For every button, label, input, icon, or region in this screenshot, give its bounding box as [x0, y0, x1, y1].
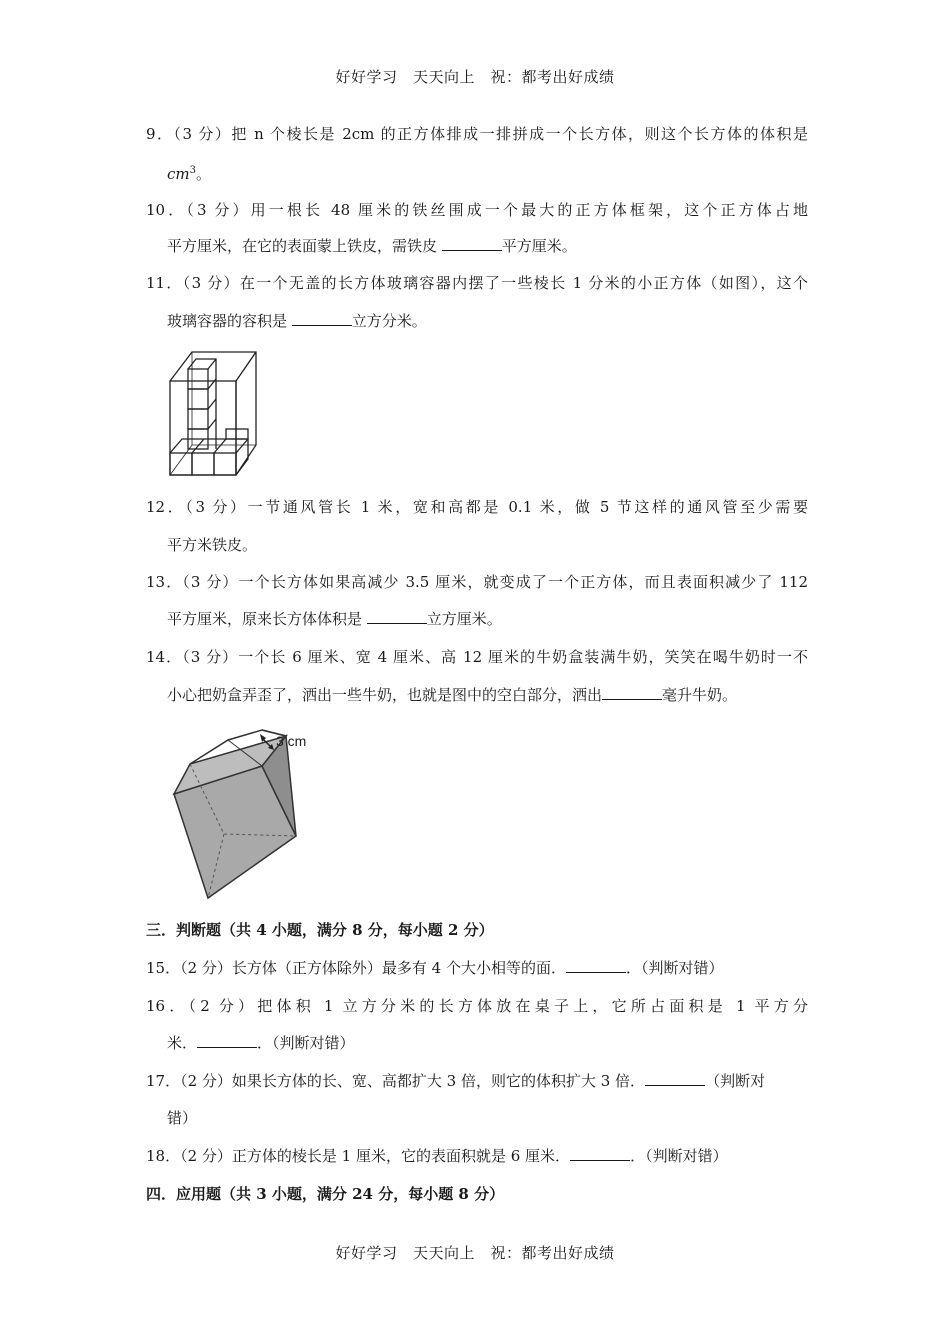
q16-line2: [167, 1033, 807, 1053]
q15: [146, 958, 808, 978]
q14-line2: [167, 685, 807, 705]
page-footer: 好好学习 天天向上 祝：都考出好成绩: [335, 1244, 615, 1262]
answer-blank[interactable]: [197, 1033, 257, 1048]
q11-line2a: 玻璃容器的容积是: [167, 312, 288, 330]
q13-line2b: 立方厘米。: [426, 610, 502, 628]
q9-line1: 9．（3 分）把 n 个棱长是 2cm 的正方体排成一排拼成一个长方体，则这个长方体的体积是: [146, 125, 808, 143]
q10-line2a: 平方厘米，在它的表面蒙上铁皮，需铁皮: [167, 237, 438, 255]
q13-line2: [167, 609, 807, 629]
answer-blank[interactable]: [292, 311, 352, 326]
section-4-title: 四．应用题（共 3 小题，满分 24 分，每小题 8 分）: [146, 1185, 505, 1203]
q9-end: 。: [196, 165, 212, 183]
q13-line1: 13．（3 分）一个长方体如果高减少 3.5 厘米，就变成了一个正方体，而且表面积减少了 112: [146, 573, 808, 591]
q9-line2: [167, 161, 807, 184]
q11-line2b: 立方分米。: [351, 312, 427, 330]
q12-line2: 平方米铁皮。: [167, 536, 258, 554]
q9-sup: 3: [189, 165, 196, 176]
q17-line2: 错）: [167, 1109, 198, 1127]
q16-line2b: ．（判断对错）: [257, 1034, 355, 1052]
q17-line1: [146, 1071, 808, 1091]
milk-carton-figure: [168, 726, 318, 902]
q18-text: 18．（2 分）正方体的棱长是 1 厘米，它的表面积就是 6 厘米．: [146, 1147, 571, 1165]
glass-container-figure: [166, 349, 260, 477]
q17-line1a: 17．（2 分）如果长方体的长、宽、高都扩大 3 倍，则它的体积扩大 3 倍．: [146, 1072, 646, 1090]
q16-line1: 16．（2 分）把体积 1 立方分米的长方体放在桌子上，它所占面积是 1 平方分: [146, 997, 808, 1015]
q15-text: 15．（2 分）长方体（正方体除外）最多有 4 个大小相等的面．: [146, 959, 566, 977]
q18: [146, 1146, 808, 1166]
q15-suffix: ．（判断对错）: [625, 959, 724, 977]
q13-line2a: 平方厘米，原来长方体体积是: [167, 610, 363, 628]
q12-line1: 12．（3 分）一节通风管长 1 米，宽和高都是 0.1 米，做 5 节这样的通风管至少需要: [146, 498, 808, 516]
answer-blank[interactable]: [570, 1146, 630, 1161]
answer-blank[interactable]: [367, 609, 427, 624]
q14-line2b: 毫升牛奶。: [662, 686, 738, 704]
q11-line1: 11．（3 分）在一个无盖的长方体玻璃容器内摆了一些棱长 1 分米的小正方体（如图），这个: [146, 274, 808, 292]
q16-line2a: 米．: [167, 1034, 198, 1052]
page-header: 好好学习 天天向上 祝：都考出好成绩: [335, 68, 615, 86]
q9-unit: cm: [167, 165, 190, 183]
dimension-label: 3 cm: [276, 733, 307, 749]
answer-blank[interactable]: [602, 685, 662, 700]
q10-line2b: 平方厘米。: [501, 237, 577, 255]
answer-blank[interactable]: [645, 1071, 705, 1086]
q10-line2: [167, 236, 807, 256]
q18-suffix: ．（判断对错）: [630, 1147, 728, 1165]
answer-blank[interactable]: [566, 958, 626, 973]
answer-blank[interactable]: [442, 236, 502, 251]
q17-line1b: （判断对: [705, 1072, 766, 1090]
q14-line2a: 小心把奶盒弄歪了，洒出一些牛奶，也就是图中的空白部分，洒出: [167, 686, 603, 704]
section-3-title: 三．判断题（共 4 小题，满分 8 分，每小题 2 分）: [146, 921, 494, 939]
q10-line1: 10．（3 分）用一根长 48 厘米的铁丝围成一个最大的正方体框架，这个正方体占地: [146, 201, 808, 219]
q14-line1: 14．（3 分）一个长 6 厘米、宽 4 厘米、高 12 厘米的牛奶盒装满牛奶，笑笑在喝牛奶时一不: [146, 648, 808, 666]
q11-line2: [167, 311, 807, 331]
